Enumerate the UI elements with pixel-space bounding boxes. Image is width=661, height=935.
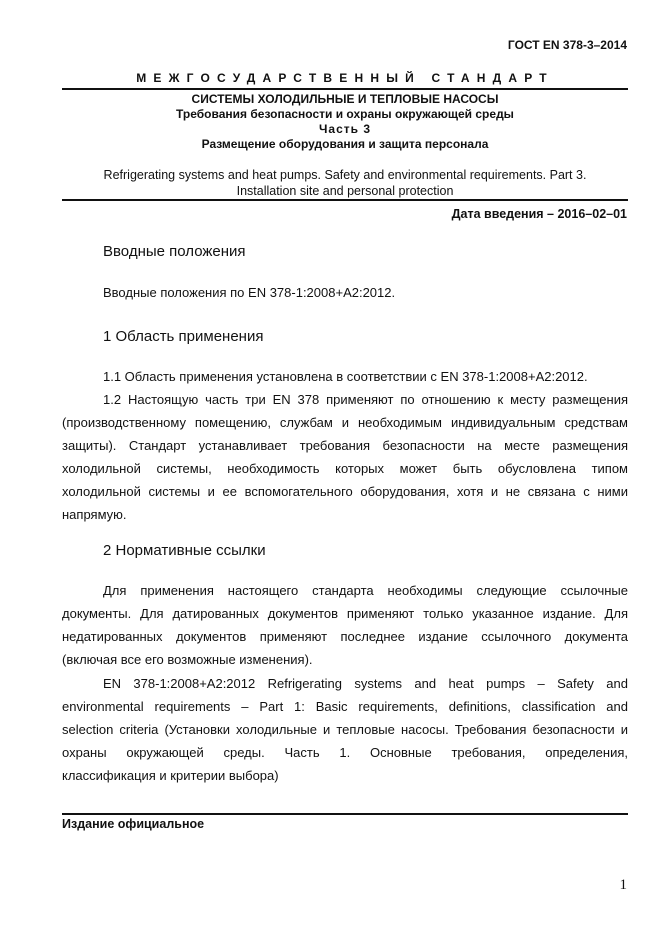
title-ru-line-2: Требования безопасности и охраны окружающей среды [176,107,514,121]
refs-line: (включая все его возможные изменения). [62,652,313,667]
title-en-line-2: Installation site and personal protection [236,184,454,198]
refs-line: Для применения настоящего стандарта необходимы следующие ссылочные [103,583,628,598]
intro-heading: Вводные положения [103,243,246,260]
title-en-line-1: Refrigerating systems and heat pumps. Safety and environmental requirements. Part 3. [103,168,587,182]
title-ru-line-4: Размещение оборудования и защита персонала [201,137,489,151]
page-number: 1 [619,877,627,893]
title-ru-line-1: СИСТЕМЫ ХОЛОДИЛЬНЫЕ И ТЕПЛОВЫЕ НАСОСЫ [191,92,499,106]
scope-line: (производственному помещению, службам и необходимым индивидуальным средствам [62,415,628,430]
refs-line: selection criteria (Установки холодильные и тепловые насосы. Требования безопасности и [62,722,628,737]
scope-line: напрямую. [62,507,127,522]
refs-line: environmental requirements – Part 1: Basic requirements, definitions, classification and [62,699,628,714]
title-divider [62,199,628,201]
scope-line: холодильной системы, необходимость которых может быть обусловлена типом [62,461,628,476]
top-divider [62,88,628,90]
scope-line: холодильной системы и ее вспомогательного оборудования, хотя и не связана с ними [62,484,628,499]
refs-heading: 2 Нормативные ссылки [103,542,266,559]
scope-line: защиты). Стандарт устанавливает требования безопасности на месте размещения [62,438,628,453]
refs-line: охраны окружающей среды. Часть 1. Основные требования, определения, [62,745,628,760]
document-code: ГОСТ EN 378-3–2014 [507,38,627,52]
scope-line: 1.1 Область применения установлена в соответствии с EN 378-1:2008+A2:2012. [103,369,588,384]
scope-line: 1.2 Настоящую часть три EN 378 применяют по отношению к месту размещения [103,392,628,407]
refs-line: недатированных документов применяют последнее издание ссылочного документа [62,629,628,644]
refs-line: документы. Для датированных документов применяют только указанное издание. Для [62,606,628,621]
footer-divider [62,813,628,815]
scope-heading: 1 Область применения [103,328,264,345]
edition-label: Издание официальное [62,817,205,831]
intro-text: Вводные положения по EN 378-1:2008+A2:2012. [103,285,396,300]
intro-date: Дата введения – 2016–02–01 [451,207,627,221]
refs-line: EN 378-1:2008+A2:2012 Refrigerating systems and heat pumps – Safety and [103,676,628,691]
title-ru-part: Часть 3 [318,122,372,136]
interstate-standard-label: МЕЖГОСУДАРСТВЕННЫЙ СТАНДАРТ [136,71,554,85]
refs-line: классификация и критерии выбора) [62,768,279,783]
